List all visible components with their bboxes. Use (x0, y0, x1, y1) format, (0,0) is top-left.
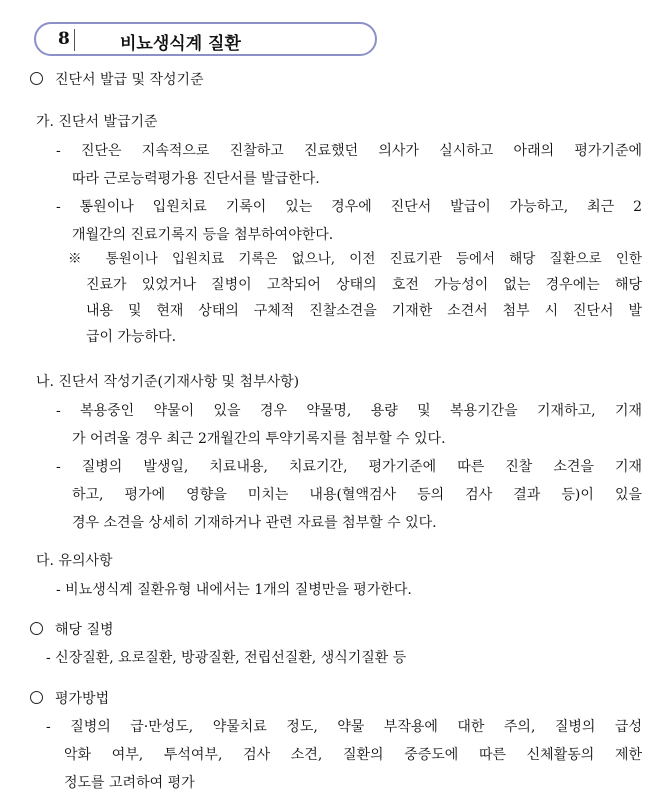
section-number: 8 (58, 29, 70, 49)
header-divider (74, 29, 75, 51)
paragraph-a2-line1: - 통원이나 입원치료 기록이 있는 경우에 진단서 발급이 가능하고, 최근 2 (56, 199, 642, 215)
disease-list: - 신장질환, 요로질환, 방광질환, 전립선질환, 생식기질환 등 (46, 650, 407, 666)
paragraph-b1-line2: 가 어려울 경우 최근 2개월간의 투약기록지를 첨부할 수 있다. (72, 431, 446, 447)
heading-evaluation-method: 평가방법 (30, 690, 109, 708)
paragraph-c1: - 비뇨생식계 질환유형 내에서는 1개의 질병만을 평가한다. (56, 582, 412, 598)
note-line3: 내용 및 현재 상태의 구체적 진찰소견을 기재한 소견서 첨부 시 진단서 발 (86, 303, 642, 319)
heading-applicable-diseases: 해당 질병 (30, 621, 114, 639)
subheading-b: 나. 진단서 작성기준(기재사항 및 첨부사항) (36, 374, 300, 390)
paragraph-b2-line3: 경우 소견을 상세히 기재하거나 관련 자료를 첨부할 수 있다. (72, 515, 437, 531)
section-header-box (34, 22, 377, 56)
subheading-c: 다. 유의사항 (36, 553, 113, 569)
heading-diagnosis-criteria: 진단서 발급 및 작성기준 (30, 71, 204, 89)
paragraph-a2-line2: 개월간의 진료기록지 등을 첨부하여야한다. (72, 227, 334, 243)
evaluation-line1: - 질병의 급·만성도, 약물치료 정도, 약물 부작용에 대한 주의, 질병의 급성 (46, 719, 642, 735)
section-title: 비뇨생식계 질환 (120, 34, 241, 54)
paragraph-b2-line1: - 질병의 발생일, 치료내용, 치료기간, 평가기준에 따른 진찰 소견을 기재 (56, 459, 642, 475)
paragraph-a1-line2: 따라 근로능력평가용 진단서를 발급한다. (72, 171, 320, 187)
subheading-a: 가. 진단서 발급기준 (36, 114, 158, 130)
note-line2: 진료가 있었거나 질병이 고착되어 상태의 호전 가능성이 없는 경우에는 해당 (86, 277, 642, 293)
evaluation-line2: 악화 여부, 투석여부, 검사 소견, 질환의 중증도에 따른 신체활동의 제한 (64, 747, 642, 763)
circle-bullet-icon (30, 622, 43, 635)
paragraph-a1-line1: - 진단은 지속적으로 진찰하고 진료했던 의사가 실시하고 아래의 평가기준에 (56, 143, 642, 159)
circle-bullet-icon (30, 72, 43, 85)
note-line1: ※ 통원이나 입원치료 기록은 없으나, 이전 진료기관 등에서 해당 질환으로 인한 (68, 251, 642, 267)
circle-bullet-icon (30, 691, 43, 704)
paragraph-b1-line1: - 복용중인 약물이 있을 경우 약물명, 용량 및 복용기간을 기재하고, 기재 (56, 403, 642, 419)
paragraph-b2-line2: 하고, 평가에 영향을 미치는 내용(혈액검사 등의 검사 결과 등)이 있을 (72, 487, 642, 503)
note-line4: 급이 가능하다. (86, 329, 177, 345)
evaluation-line3: 정도를 고려하여 평가 (64, 775, 195, 791)
